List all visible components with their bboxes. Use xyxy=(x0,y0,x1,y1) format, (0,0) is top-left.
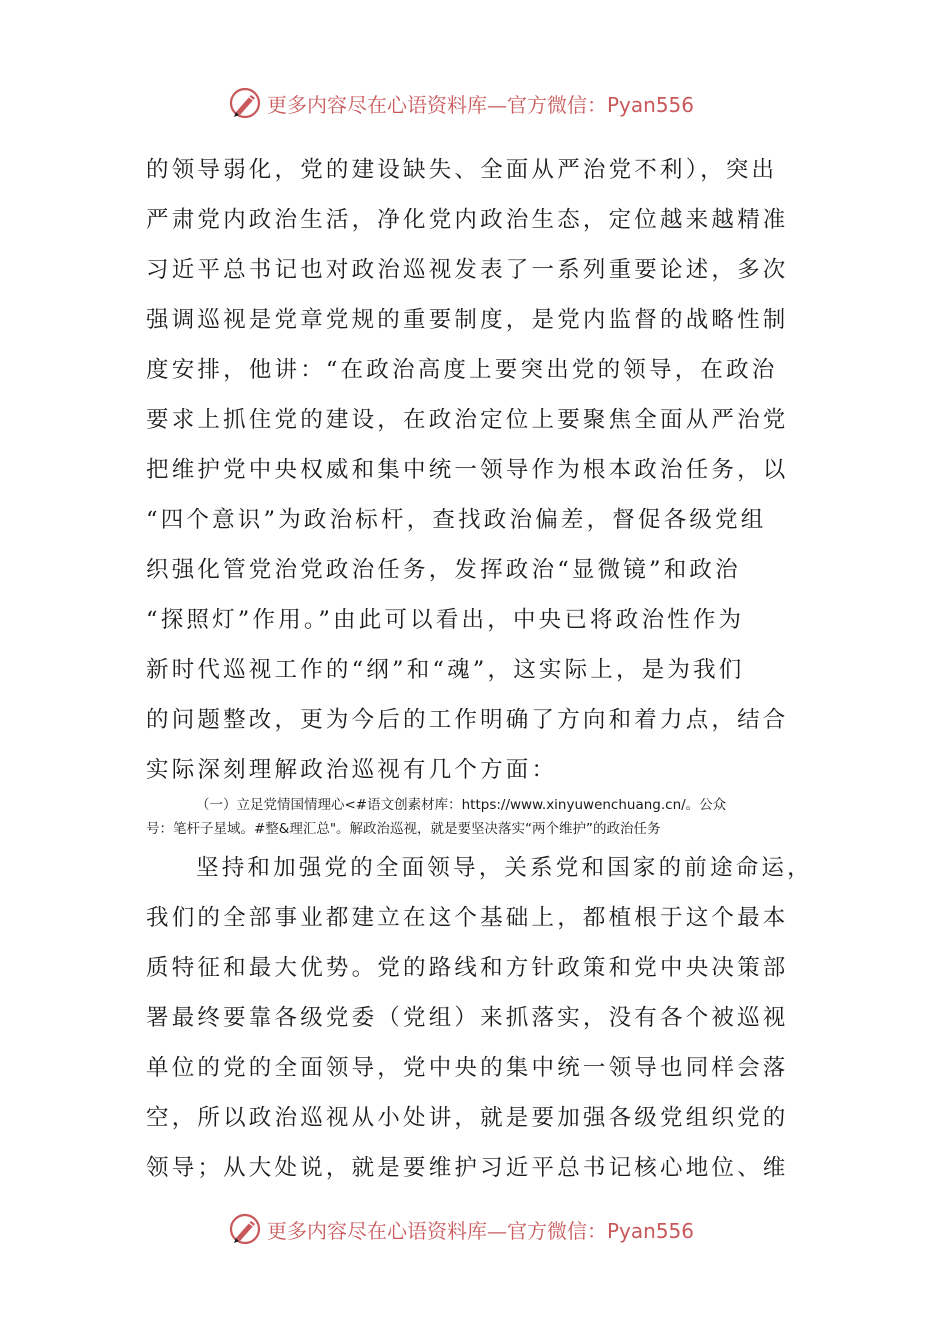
paragraph1-line: 新时代巡视工作的“纲”和“魂”，这实际上，是为我们 xyxy=(146,657,745,683)
banner-label: 官方微信： xyxy=(507,1218,607,1243)
paragraph2-line: 我们的全部事业都建立在这个基础上，都植根于这个最本 xyxy=(146,905,789,931)
paragraph1-line: 度安排，他讲：“在政治高度上要突出党的领导，在政治 xyxy=(146,357,778,383)
paragraph1-line: 织强化管党治党政治任务，发挥政治“显微镜”和政治 xyxy=(146,557,741,583)
footer-banner xyxy=(0,1204,950,1254)
banner-main-text: 更多内容尽在心语资料库 xyxy=(267,92,487,117)
paragraph1-line: 的领导弱化，党的建设缺失、全面从严治党不利），突出 xyxy=(146,157,778,183)
paragraph2-line: 质特征和最大优势。党的路线和方针政策和党中央决策部 xyxy=(146,955,789,981)
paragraph2-line: 空，所以政治巡视从小处讲，就是要加强各级党组织党的 xyxy=(146,1105,789,1131)
pen-logo-icon xyxy=(227,1211,263,1247)
banner-main-text: 更多内容尽在心语资料库 xyxy=(267,1218,487,1243)
paragraph2-line: 坚持和加强党的全面领导，关系党和国家的前途命运， xyxy=(196,855,813,881)
banner-wechat-id: Pyan556 xyxy=(607,92,695,117)
paragraph1-line: 的问题整改，更为今后的工作明确了方向和着力点，结合 xyxy=(146,707,789,733)
header-banner xyxy=(0,78,950,128)
paragraph1-line: 严肃党内政治生活，净化党内政治生态，定位越来越精准 xyxy=(146,207,789,233)
banner-label: 官方微信： xyxy=(507,92,607,117)
section-heading-note-line: 号：笔杆子星域。#整&理汇总"。解政治巡视，就是要坚决落实“两个维护”的政治任务 xyxy=(146,821,661,837)
banner-text xyxy=(267,1215,694,1244)
banner-group xyxy=(227,1208,694,1250)
section-heading-note-line: （一）立足党情国情理心<#语文创素材库：https://www.xinyuwenchuang.cn/。公众 xyxy=(196,797,727,813)
banner-dash: — xyxy=(487,1218,507,1243)
paragraph2-line: 署最终要靠各级党委（党组）来抓落实，没有各个被巡视 xyxy=(146,1005,789,1031)
paragraph2-line: 单位的党的全面领导，党中央的集中统一领导也同样会落 xyxy=(146,1055,789,1081)
paragraph1-line: 实际深刻理解政治巡视有几个方面： xyxy=(146,757,558,783)
paragraph1-line: 习近平总书记也对政治巡视发表了一系列重要论述，多次 xyxy=(146,257,789,283)
banner-wechat-id: Pyan556 xyxy=(607,1218,695,1243)
paragraph1-line: “探照灯”作用。”由此可以看出，中央已将政治性作为 xyxy=(146,607,745,633)
banner-text xyxy=(267,89,694,118)
pen-logo-icon xyxy=(227,85,263,121)
paragraph1-line: 要求上抓住党的建设，在政治定位上要聚焦全面从严治党 xyxy=(146,407,789,433)
banner-group xyxy=(227,82,694,124)
paragraph2-line: 领导；从大处说，就是要维护习近平总书记核心地位、维 xyxy=(146,1155,789,1181)
paragraph1-line: “四个意识”为政治标杆，查找政治偏差，督促各级党组 xyxy=(146,507,767,533)
paragraph1-line: 强调巡视是党章党规的重要制度，是党内监督的战略性制 xyxy=(146,307,789,333)
paragraph1-line: 把维护党中央权威和集中统一领导作为根本政治任务，以 xyxy=(146,457,789,483)
banner-dash: — xyxy=(487,92,507,117)
